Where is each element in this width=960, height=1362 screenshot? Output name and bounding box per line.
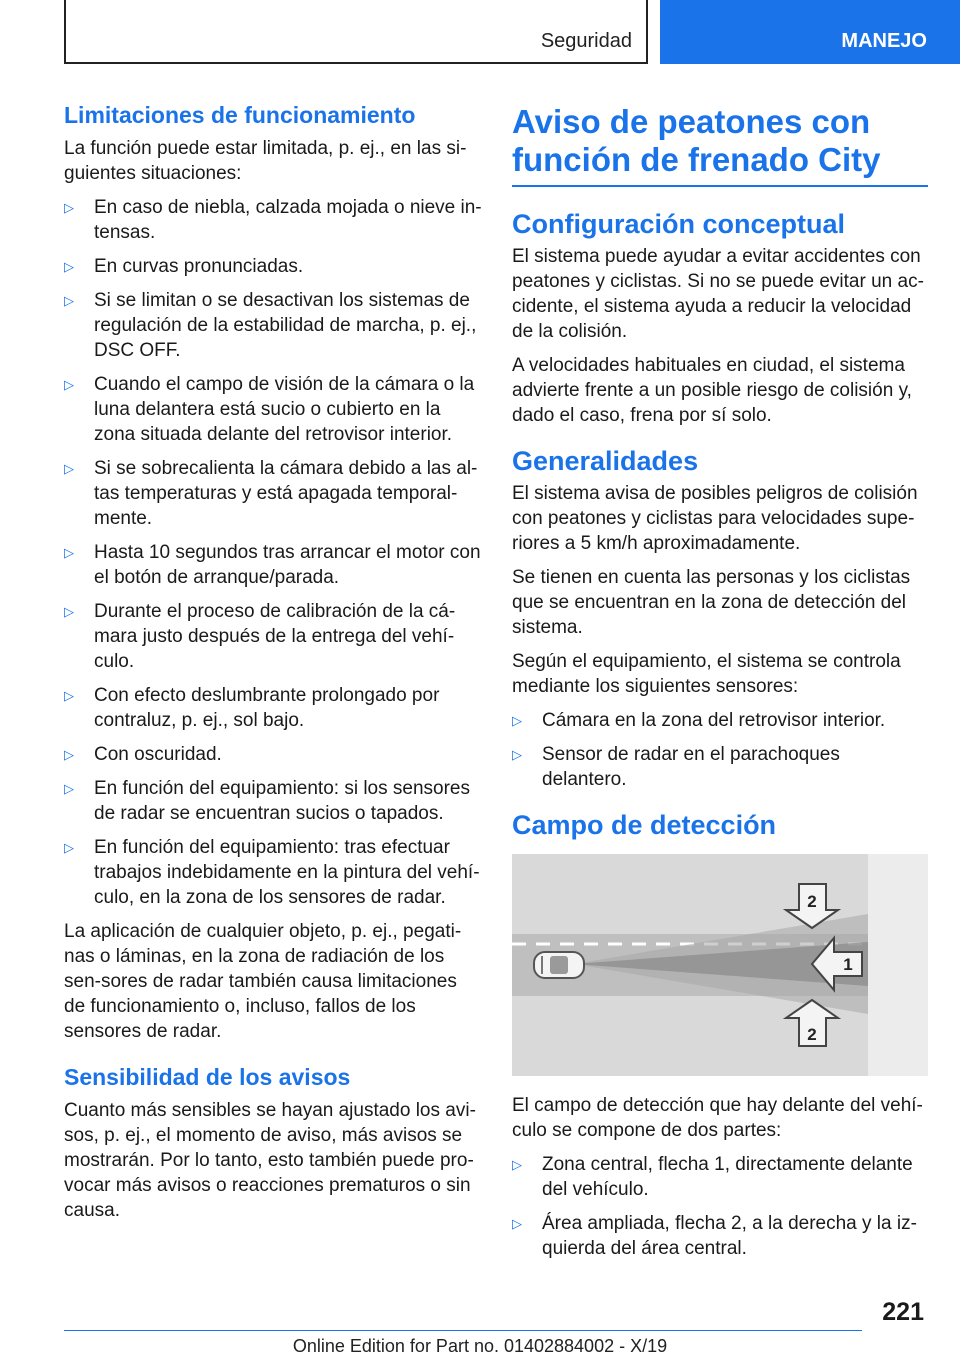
- arrow-label: 1: [843, 955, 853, 974]
- section-title-concept: Configuración conceptual: [512, 209, 846, 239]
- list-item: ▷ En curvas pronunciadas.: [64, 256, 304, 277]
- list-item: ▷ Sensor de radar en el parachoques delantero.: [512, 744, 840, 790]
- list-item: ▷ En función del equipamiento: tras efectuar trabajos indebidamente en la pintura del vehí-culo, en la zona de los sensores de radar.: [64, 837, 480, 908]
- footer-divider: [64, 1330, 862, 1331]
- list-item: ▷ Durante el proceso de calibración de la cá-mara justo después de la entrega del vehí-culo.: [64, 601, 456, 672]
- page-number: 221: [882, 1298, 924, 1326]
- bullet-triangle-icon: ▷: [64, 293, 74, 308]
- list-item: ▷ Si se limitan o se desactivan los sistemas de regulación de la estabilidad de marcha, p. ej., DSC OFF.: [64, 290, 477, 361]
- section-title-limitations: Limitaciones de funcionamiento: [64, 102, 416, 128]
- detection-field-illustration: [512, 854, 928, 1076]
- bullet-triangle-icon: ▷: [64, 377, 74, 392]
- list-item: ▷ Con efecto deslumbrante prolongado por contraluz, p. ej., sol bajo.: [64, 685, 440, 731]
- page-title: Aviso de peatones con función de frenado City: [512, 103, 928, 187]
- bullet-triangle-icon: ▷: [512, 1157, 522, 1172]
- bullet-triangle-icon: ▷: [64, 604, 74, 619]
- car-icon: [534, 952, 584, 978]
- section-title-sensitivity: Sensibilidad de los avisos: [64, 1064, 351, 1090]
- header-section-label: Seguridad: [540, 30, 632, 52]
- bullet-triangle-icon: ▷: [64, 259, 74, 274]
- concept-paragraph-2: A velocidades habituales en ciudad, el sistema advierte frente a un posible riesgo de colisión y, dado el caso, frena por sí solo.: [512, 355, 912, 426]
- header-chapter-tab[interactable]: MANEJO: [660, 0, 960, 64]
- detection-list: [512, 1152, 928, 1261]
- list-item: ▷ Hasta 10 segundos tras arrancar el motor con el botón de arranque/parada.: [64, 542, 481, 588]
- list-item: ▷ Zona central, flecha 1, directamente delante del vehículo.: [512, 1154, 913, 1200]
- list-item: ▷ En función del equipamiento: si los sensores de radar se encuentran sucios o tapados.: [64, 778, 471, 824]
- section-title-detection: Campo de detección: [512, 810, 777, 840]
- bullet-triangle-icon: ▷: [64, 545, 74, 560]
- list-item: ▷ En caso de niebla, calzada mojada o nieve in-tensas.: [64, 197, 482, 243]
- road-edge: [868, 854, 928, 1076]
- concept-paragraph-1: El sistema puede ayudar a evitar accidentes con peatones y ciclistas. Si no se puede evitar un ac-cidente, el sistema ayuda a reducir la velocidad de la colisión.: [512, 246, 924, 342]
- header-box: [64, 0, 648, 64]
- bullet-triangle-icon: ▷: [512, 713, 522, 728]
- general-paragraph-2: Se tienen en cuenta las personas y los ciclistas que se encuentran en la zona de detección del sistema.: [512, 567, 911, 638]
- right-column: [512, 100, 928, 1270]
- sensors-list: [512, 708, 928, 792]
- limitations-list: [64, 195, 482, 910]
- list-item: ▷ Si se sobrecalienta la cámara debido a las al-tas temperaturas y está apagada temporal-mente.: [64, 458, 478, 529]
- footer-edition: Online Edition for Part no. 01402884002 - X/19: [292, 1336, 668, 1356]
- bullet-triangle-icon: ▷: [64, 747, 74, 762]
- bullet-triangle-icon: ▷: [512, 1216, 522, 1231]
- list-item: ▷ Con oscuridad.: [64, 744, 222, 765]
- bullet-triangle-icon: ▷: [64, 840, 74, 855]
- arrow-label: 2: [807, 1025, 817, 1044]
- bullet-triangle-icon: ▷: [64, 781, 74, 796]
- bullet-triangle-icon: ▷: [64, 200, 74, 215]
- detection-paragraph: El campo de detección que hay delante del vehí-culo se compone de dos partes:: [512, 1095, 923, 1141]
- list-item: ▷ Cámara en la zona del retrovisor interior.: [512, 710, 886, 731]
- arrow-label: 2: [807, 892, 817, 911]
- limitations-intro: La función puede estar limitada, p. ej., en las si-guientes situaciones:: [64, 138, 467, 184]
- list-item: ▷ Área ampliada, flecha 2, a la derecha y la iz-quierda del área central.: [512, 1213, 917, 1259]
- bullet-triangle-icon: ▷: [512, 747, 522, 762]
- limitations-outro: La aplicación de cualquier objeto, p. ej., pegati-nas o láminas, en la zona de radiación de los sen-sores de radar también causa limitaciones de funcionamiento o, incluso, fallos de los sensores de radar.: [64, 921, 462, 1042]
- list-item: ▷ Cuando el campo de visión de la cámara o la luna delantera está sucio o cubierto en la zona situada delante del retrovisor interior.: [64, 374, 475, 445]
- bullet-triangle-icon: ▷: [64, 461, 74, 476]
- sensitivity-text: Cuanto más sensibles se hayan ajustado los avi-sos, p. ej., el momento de aviso, más avisos se mostrarán. Por lo tanto, esto también puede pro-vocar más avisos o reacciones prematuros o sin causa.: [64, 1100, 476, 1221]
- section-title-general: Generalidades: [512, 446, 699, 476]
- left-column: [64, 100, 482, 1232]
- general-paragraph-1: El sistema avisa de posibles peligros de colisión con peatones y ciclistas para velocidades supe-riores a 5 km/h aproximadamente.: [512, 483, 918, 554]
- bullet-triangle-icon: ▷: [64, 688, 74, 703]
- general-paragraph-3: Según el equipamiento, el sistema se controla mediante los siguientes sensores:: [512, 651, 901, 697]
